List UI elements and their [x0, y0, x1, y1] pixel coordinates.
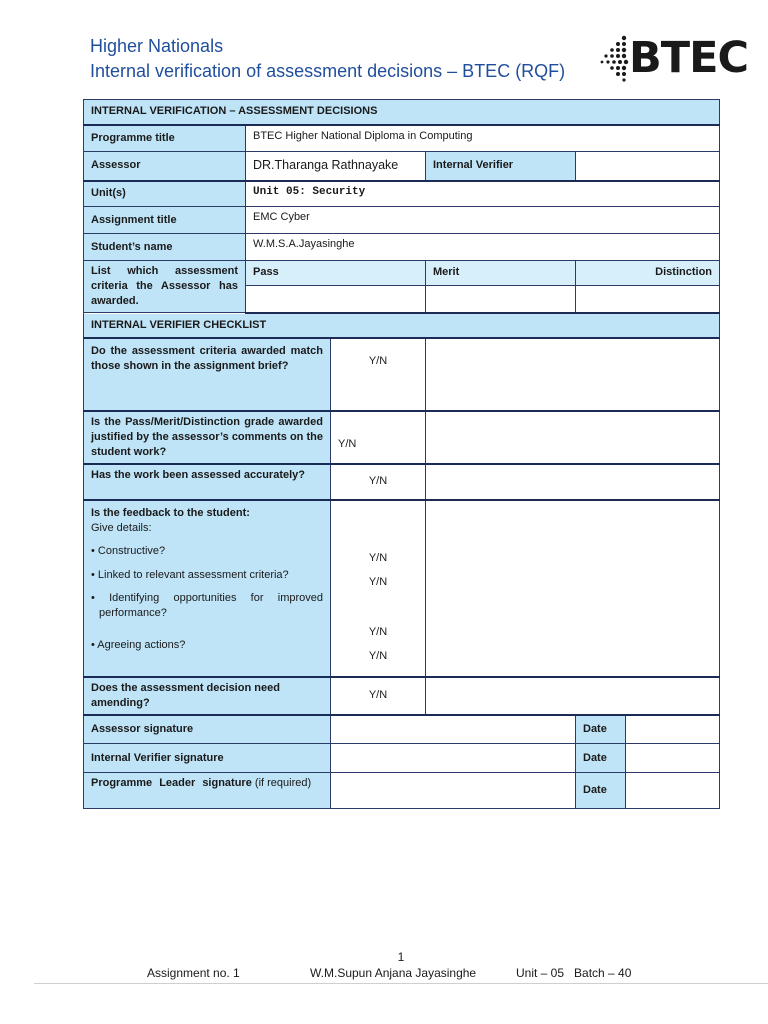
assessor-signature-field[interactable]: [331, 715, 576, 744]
q2-comment[interactable]: [426, 411, 720, 464]
q4-yn-linked[interactable]: Y/N: [368, 575, 388, 588]
logo-text: BTEC: [629, 33, 749, 83]
checklist-q5: Does the assessment decision need amending?: [84, 677, 331, 715]
header-line-1: Higher Nationals: [90, 36, 224, 56]
pass-label: Pass: [246, 261, 426, 286]
q5-yn[interactable]: Y/N: [331, 677, 426, 715]
pass-field[interactable]: [246, 285, 426, 312]
assessor-signature-label: Assessor signature: [84, 715, 331, 744]
footer-student: W.M.Supun Anjana Jayasinghe: [310, 966, 477, 980]
verification-form: [83, 99, 720, 809]
q4-title: Is the feedback to the student:: [91, 506, 250, 519]
footer-unit-batch: Unit – 05 Batch – 40: [516, 966, 632, 980]
programme-title-label: Programme title: [84, 125, 246, 152]
section-title: INTERNAL VERIFICATION – ASSESSMENT DECISIONS: [84, 100, 720, 125]
pl-date-field[interactable]: [626, 773, 720, 809]
distinction-field[interactable]: [576, 285, 720, 312]
btec-logo: [600, 34, 750, 82]
units-label: Unit(s): [84, 181, 246, 207]
q1-yn[interactable]: Y/N: [331, 338, 426, 411]
pl-signature-label: [84, 773, 331, 809]
checklist-title: INTERNAL VERIFIER CHECKLIST: [84, 313, 720, 338]
header-line-2: Internal verification of assessment decisions – BTEC (RQF): [90, 61, 566, 81]
q5-comment[interactable]: [426, 677, 720, 715]
iv-signature-field[interactable]: [331, 744, 576, 773]
q3-yn[interactable]: Y/N: [331, 464, 426, 500]
assignment-title-label: Assignment title: [84, 207, 246, 234]
pl-signature-bold: Programme Leader signature: [91, 777, 252, 789]
pl-date-label: Date: [576, 773, 626, 809]
distinction-label: Distinction: [576, 261, 720, 286]
q1-comment[interactable]: [426, 338, 720, 411]
q4-item-opportunities: • Identifying opportunities for improved performance?: [91, 591, 323, 619]
q4-item-actions: • Agreeing actions?: [91, 638, 186, 651]
criteria-label: List which assessment criteria the Assessor has awarded.: [84, 261, 246, 313]
q3-comment[interactable]: [426, 464, 720, 500]
dots-icon: [600, 34, 630, 82]
checklist-q4: [84, 500, 331, 677]
internal-verifier-label: Internal Verifier: [426, 152, 576, 181]
assessor-date-field[interactable]: [626, 715, 720, 744]
checklist-q3: Has the work been assessed accurately?: [84, 464, 331, 500]
q4-yn-constructive[interactable]: Y/N: [368, 551, 388, 564]
pl-signature-note: (if required): [254, 777, 312, 789]
checklist-q1: Do the assessment criteria awarded match those shown in the assignment brief?: [84, 338, 331, 411]
assessor-date-label: Date: [576, 715, 626, 744]
q4-item-constructive: • Constructive?: [91, 544, 166, 557]
assessor-label: Assessor: [84, 152, 246, 181]
q4-yn-group: [331, 500, 426, 677]
checklist-q2: Is the Pass/Merit/Distinction grade awarded justified by the assessor’s comments on the student work?: [84, 411, 331, 464]
q4-yn-actions[interactable]: Y/N: [368, 649, 388, 662]
units-value[interactable]: Unit 05: Security: [246, 181, 720, 207]
footer-assignment: Assignment no. 1: [147, 966, 240, 980]
assessor-value[interactable]: DR.Tharanga Rathnayake: [246, 152, 426, 181]
programme-title-value[interactable]: BTEC Higher National Diploma in Computing: [246, 125, 720, 152]
student-name-label: Student’s name: [84, 234, 246, 261]
internal-verifier-value[interactable]: [576, 152, 720, 181]
footer-divider: [34, 983, 768, 984]
pl-signature-field[interactable]: [331, 773, 576, 809]
q4-item-linked: • Linked to relevant assessment criteria?: [91, 568, 289, 581]
iv-signature-label: Internal Verifier signature: [84, 744, 331, 773]
q2-yn[interactable]: Y/N: [331, 411, 426, 464]
assignment-title-value[interactable]: EMC Cyber: [246, 207, 720, 234]
q4-yn-opportunities[interactable]: Y/N: [368, 625, 388, 638]
merit-field[interactable]: [426, 285, 576, 312]
q4-comment[interactable]: [426, 500, 720, 677]
page-number: 1: [397, 950, 405, 964]
merit-label: Merit: [426, 261, 576, 286]
q4-subtitle: Give details:: [91, 521, 152, 534]
iv-date-field[interactable]: [626, 744, 720, 773]
student-name-value[interactable]: W.M.S.A.Jayasinghe: [246, 234, 720, 261]
iv-date-label: Date: [576, 744, 626, 773]
